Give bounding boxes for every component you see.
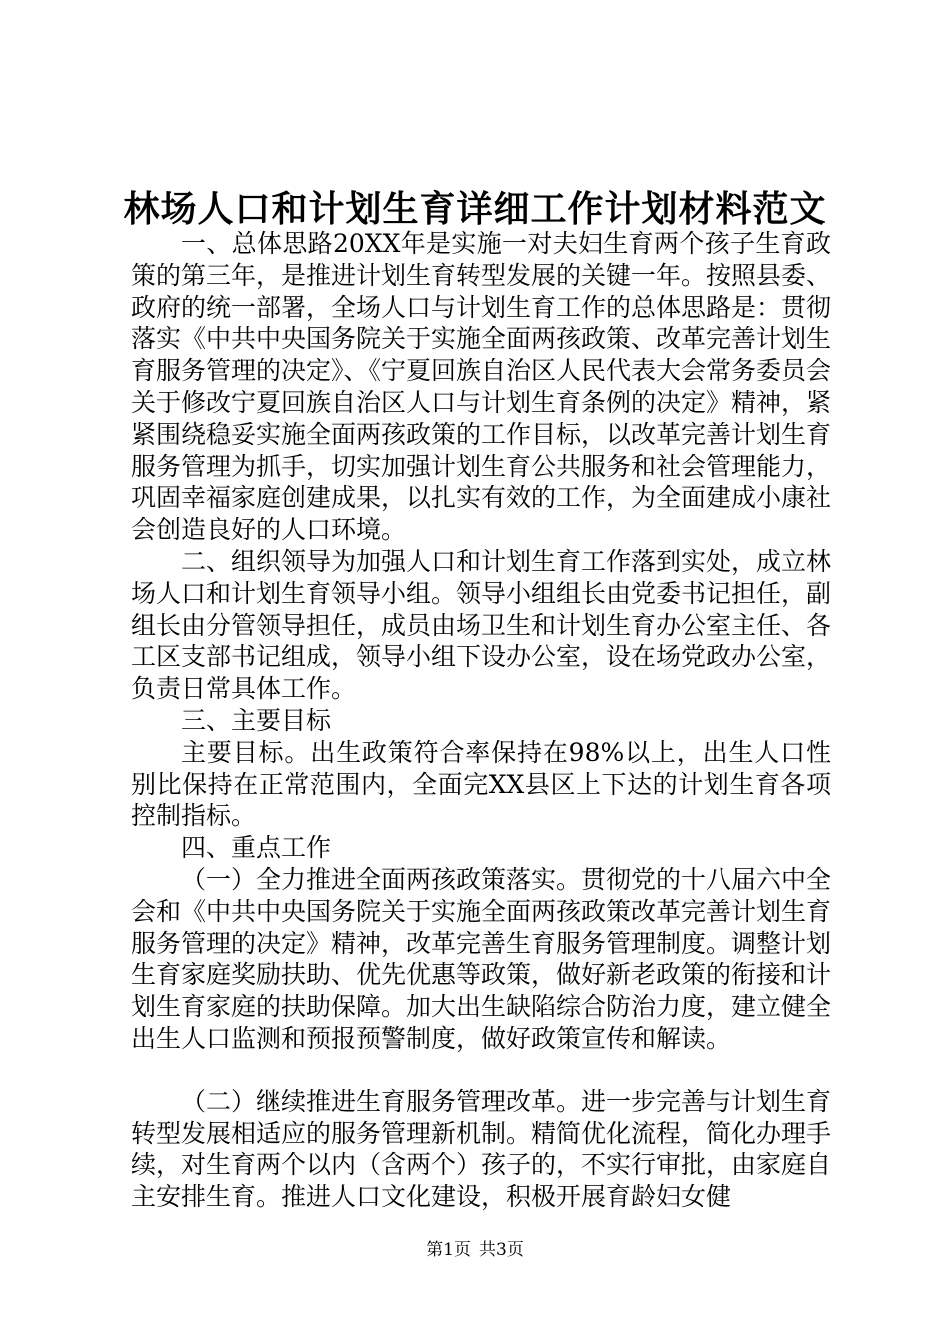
page-total: 共3页 — [479, 1240, 524, 1260]
page-footer — [0, 1238, 950, 1262]
paragraph-key-work-2: （二）继续推进生育服务管理改革。进一步完善与计划生育转型发展相适应的服务管理新机制。精简优化流程，简化办理手续，对生育两个以内（含两个）孩子的，不实行审批，由家庭自主安排生育。推进人口文化建设，积极开展育龄妇女健 — [131, 1086, 832, 1212]
document-body — [131, 228, 831, 1213]
paragraph-organization: 二、组织领导为加强人口和计划生育工作落到实处，成立林场人口和计划生育领导小组。领导小组组长由党委书记担任，副组长由分管领导担任，成员由场卫生和计划生育办公室主任、各工区支部书记组成，领导小组下设办公室，设在场党政办公室，负责日常具体工作。 — [131, 546, 832, 704]
paragraph-key-work-1: （一）全力推进全面两孩政策落实。贯彻党的十八届六中全会和《中共中央国务院关于实施全面两孩政策改革完善计划生育服务管理的决定》精神，改革完善生育服务管理制度。调整计划生育家庭奖励扶助、优先优惠等政策，做好新老政策的衔接和计划生育家庭的扶助保障。加大出生缺陷综合防治力度，建立健全出生人口监测和预报预警制度，做好政策宣传和解读。 — [131, 864, 832, 1053]
paragraph-general-idea: 一、总体思路20XX年是实施一对夫妇生育两个孩子生育政策的第三年，是推进计划生育转型发展的关键一年。按照县委、政府的统一部署，全场人口与计划生育工作的总体思路是：贯彻落实《中共中央国务院关于实施全面两孩政策、改革完善计划生育服务管理的决定》、《宁夏回族自治区人民代表大会常务委员会关于修改宁夏回族自治区人口与计划生育条例的决定》精神，紧紧围绕稳妥实施全面两孩政策的工作目标，以改革完善计划生育服务管理为抓手，切实加强计划生育公共服务和社会管理能力，巩固幸福家庭创建成果，以扎实有效的工作，为全面建成小康社会创造良好的人口环境。 — [131, 229, 832, 545]
paragraph-main-goals: 主要目标。出生政策符合率保持在98%以上，出生人口性别比保持在正常范围内，全面完XX县区上下达的计划生育各项控制指标。 — [131, 737, 831, 831]
page-number: 第1页 — [426, 1240, 471, 1260]
heading-main-goals: 三、主要目标 — [181, 705, 332, 735]
document-title: 林场人口和计划生育详细工作计划材料范文 — [123, 188, 827, 230]
heading-key-work: 四、重点工作 — [181, 833, 332, 863]
